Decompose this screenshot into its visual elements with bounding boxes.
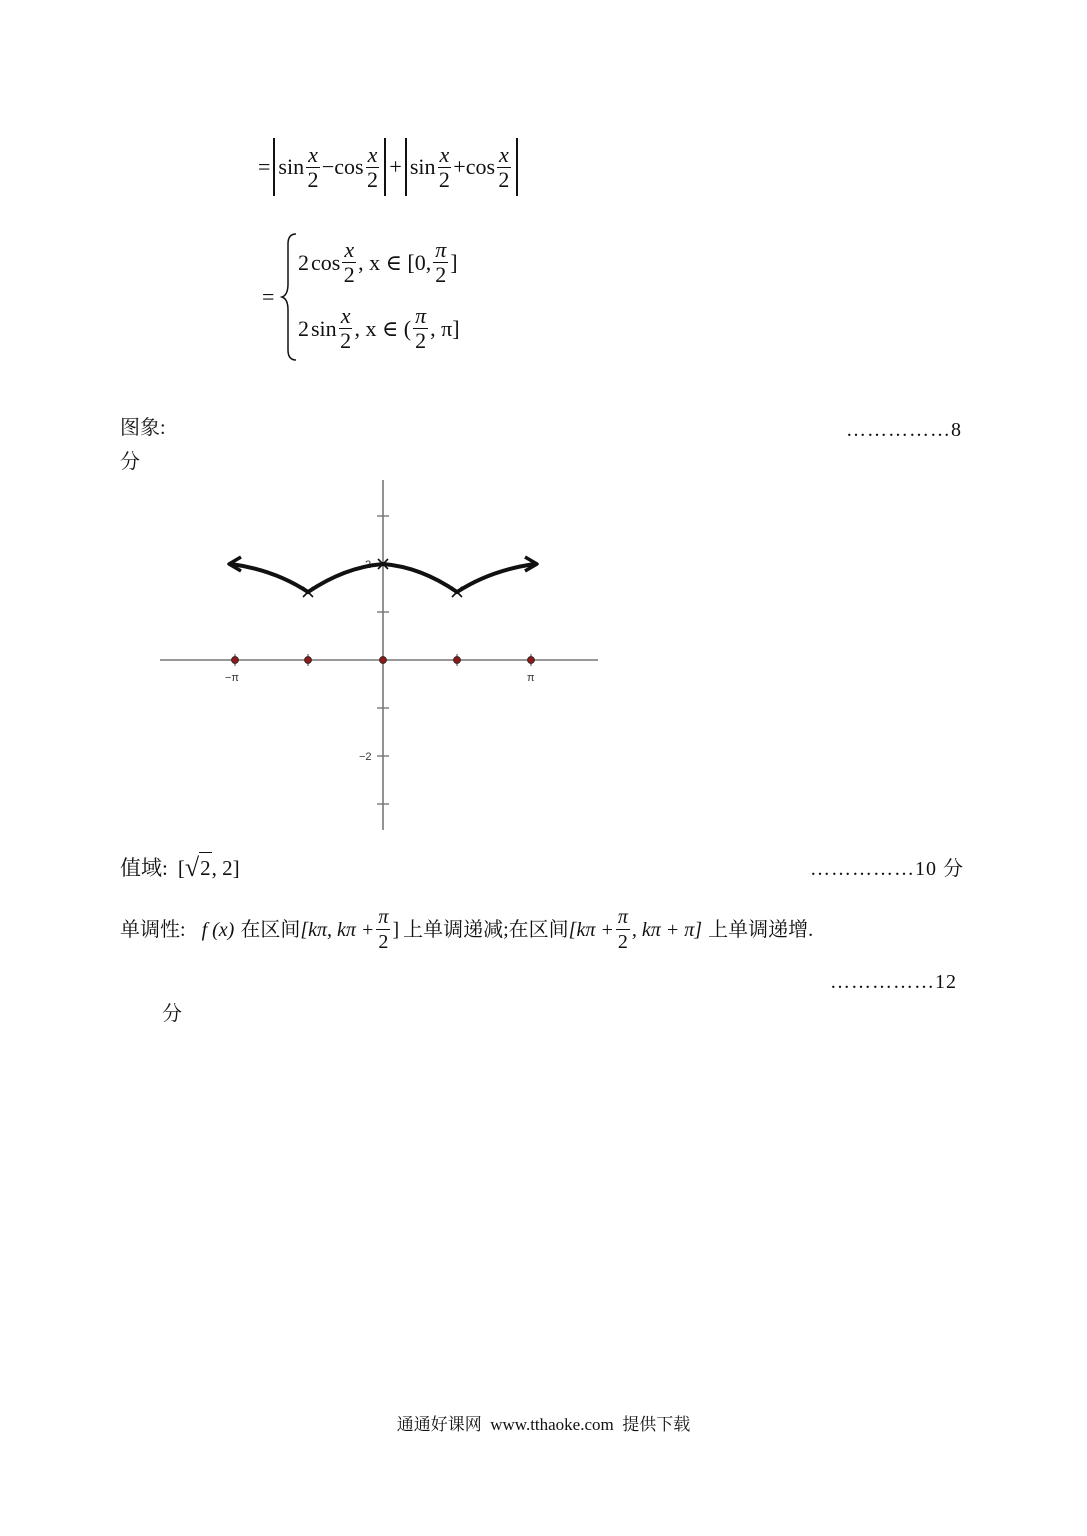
range-line: 值域: [ √ 2 , 2]: [120, 852, 240, 882]
sin-fn: sin: [409, 154, 436, 179]
fraction-pi-over-2: $\frac{\pi}{2}$: [435, 237, 447, 287]
cos-fn: cos: [465, 154, 496, 179]
function-graph: [155, 475, 605, 835]
plus-sign: +: [453, 154, 466, 179]
fraction-x-over-2: $\frac{x}{2}$: [307, 141, 319, 192]
cos-fn: cos: [334, 154, 364, 179]
y-tick-label-2: 2: [365, 559, 372, 571]
fraction-pi-over-2: $\frac{\pi}{2}$: [415, 303, 427, 353]
fraction-x-over-2: $\frac{x}{2}$: [367, 141, 378, 192]
equation-line-2: [258, 232, 518, 362]
graph-label: 图象:: [120, 417, 166, 439]
monotonic-label: 单调性:: [120, 918, 186, 941]
equals-sign: =: [258, 154, 271, 179]
range-label: 值域:: [120, 855, 168, 880]
fraction-pi-over-2: $\frac{\pi}{2}$: [378, 906, 389, 953]
sin-fn: sin: [278, 154, 305, 179]
case-2: 2 sin $\frac{x}{2}$ , x ∈ ( $\frac{\pi}{2}$ , π]: [298, 303, 460, 353]
range-score: ……………10 分: [810, 858, 964, 880]
abs-bar: [516, 138, 518, 196]
equation-line-1: [258, 138, 521, 196]
x-tick-label-pi: π: [527, 672, 535, 684]
left-brace-icon: [280, 232, 298, 362]
fraction-x-over-2: $\frac{x}{2}$: [340, 303, 352, 353]
minus-sign: −: [321, 154, 335, 179]
footer-text: 通通好课网 www.tthaoke.com 提供下载: [396, 1415, 691, 1434]
fraction-x-over-2: $\frac{x}{2}$: [438, 141, 450, 192]
monotonic-score: ……………12: [830, 971, 957, 993]
fraction-x-over-2: $\frac{x}{2}$: [343, 237, 355, 287]
sqrt-symbol-icon: √: [184, 852, 200, 882]
abs-bar: [273, 138, 275, 196]
monotonic-line: 单调性: f (x) 在区间 [kπ, kπ + $\frac{\pi}{2}$ ] 上单调递减;在区间 [kπ + $\frac{\pi}{2}$ , kπ + π] 上单调递增.: [120, 906, 814, 953]
case-1: 2 cos $\frac{x}{2}$ , x ∈ [0, $\frac{\pi}{2}$ ]: [298, 237, 458, 287]
monotonic-score-unit: 分: [162, 1003, 182, 1025]
y-tick-label-neg2: −2: [359, 751, 372, 763]
abs-bar: [405, 138, 407, 196]
fraction-x-over-2: $\frac{x}{2}$: [498, 141, 510, 192]
abs-bar: [384, 138, 386, 196]
equals-sign: =: [262, 284, 275, 309]
x-tick-label-neg-pi: −π: [225, 672, 240, 684]
plus-sign: +: [389, 154, 402, 179]
graph-score-unit: 分: [120, 451, 140, 473]
fraction-pi-over-2: $\frac{\pi}{2}$: [617, 906, 628, 953]
graph-score: ……………8: [846, 419, 962, 441]
